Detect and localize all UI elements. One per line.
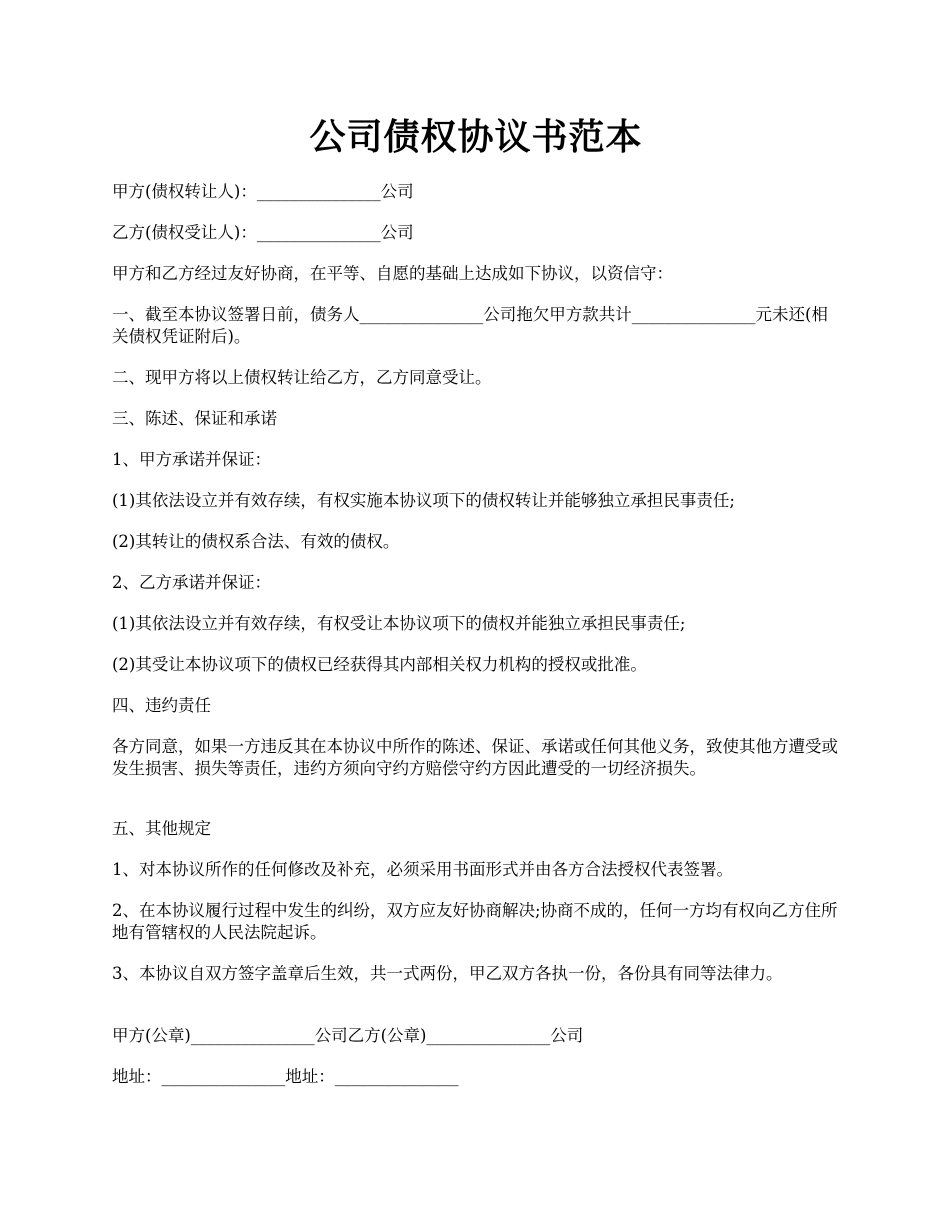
party-b-warranty-heading: 2、乙方承诺并保证：: [112, 573, 271, 592]
party-b-warranty-item-1: (1)其依法设立并有效存续，有权受让本协议项下的债权并能独立承担民事责任;: [112, 614, 686, 633]
section-3-heading: 三、陈述、保证和承诺: [112, 409, 277, 428]
other-provision-2: 2、在本协议履行过程中发生的纠纷，双方应友好协商解决;协商不成的，任何一方均有权向乙方住所地有管辖权的人民法院起诉。: [112, 901, 838, 942]
party-b-warranty-item-2: (2)其受让本协议项下的债权已经获得其内部相关权力机构的授权或批准。: [112, 655, 647, 674]
address-line: 地址：_______________地址：_______________: [112, 1067, 459, 1086]
clause-1-paragraph: 一、截至本协议签署日前，债务人_______________公司拖欠甲方款共计_______________元未还(相关债权凭证附后)。: [112, 305, 828, 346]
section-5-heading: 五、其他规定: [112, 819, 211, 838]
preamble-paragraph: 甲方和乙方经过友好协商，在平等、自愿的基础上达成如下协议，以资信守：: [112, 264, 673, 283]
party-a-warranty-heading: 1、甲方承诺并保证：: [112, 450, 271, 469]
party-a-warranty-item-1: (1)其依法设立并有效存续，有权实施本协议项下的债权转让并能够独立承担民事责任;: [112, 491, 735, 510]
party-a-warranty-item-2: (2)其转让的债权系合法、有效的债权。: [112, 532, 400, 551]
other-provision-1: 1、对本协议所作的任何修改及补充，必须采用书面形式并由各方合法授权代表签署。: [112, 860, 733, 879]
breach-liability-paragraph: 各方同意，如果一方违反其在本协议中所作的陈述、保证、承诺或任何其他义务，致使其他方遭受或发生损害、损失等责任，违约方须向守约方赔偿守约方因此遭受的一切经济损失。: [112, 737, 838, 778]
party-a-line: 甲方(债权转让人)：_______________公司: [112, 182, 414, 201]
section-4-heading: 四、违约责任: [112, 696, 211, 715]
party-b-line: 乙方(债权受让人)：_______________公司: [112, 223, 414, 242]
document-title: 公司债权协议书范本: [309, 116, 643, 158]
clause-2-paragraph: 二、现甲方将以上债权转让给乙方，乙方同意受让。: [112, 368, 492, 387]
signature-seal-line: 甲方(公章)_______________公司乙方(公章)_______________公司: [112, 1026, 584, 1045]
other-provision-3: 3、本协议自双方签字盖章后生效，共一式两份，甲乙双方各执一份，各份具有同等法律力。: [112, 964, 783, 983]
